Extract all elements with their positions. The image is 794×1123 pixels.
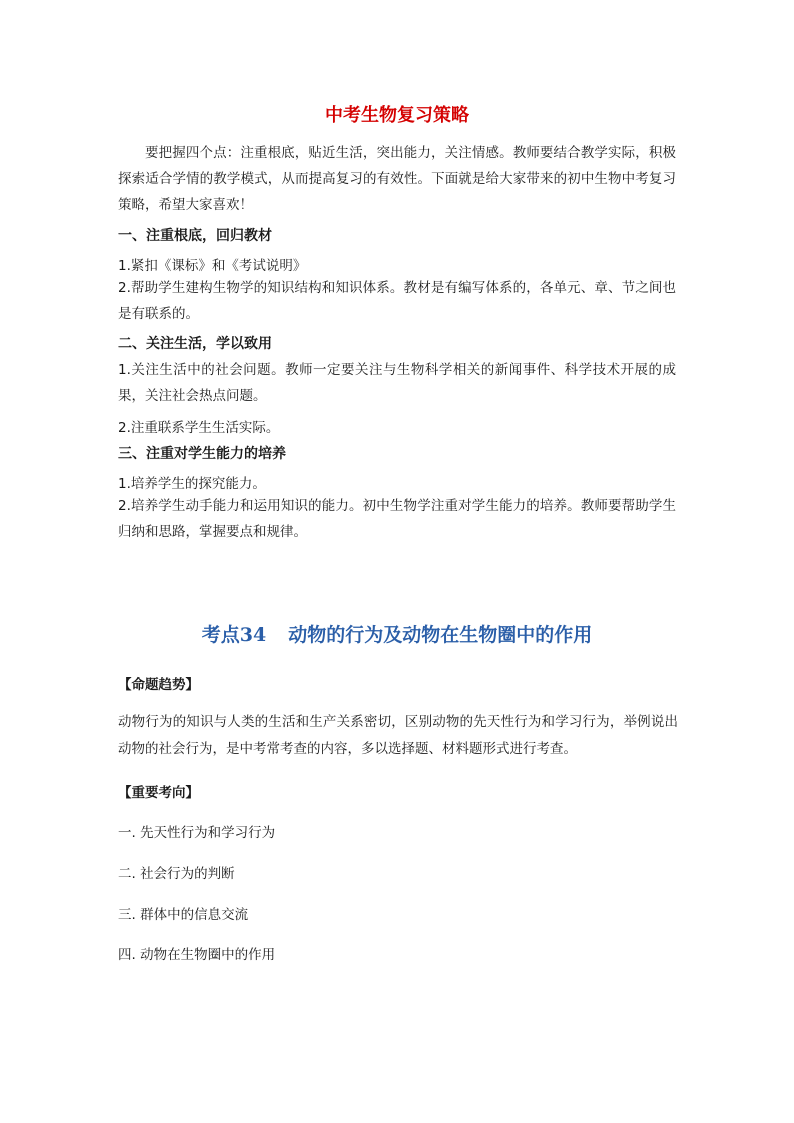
section-3-heading: 三、注重对学生能力的培养 (118, 446, 286, 462)
key-point-4: 四. 动物在生物圈中的作用 (118, 947, 276, 963)
key-point-2: 二. 社会行为的判断 (118, 866, 235, 882)
trend-heading: 【命题趋势】 (118, 677, 199, 693)
section-2-item-2: 2.注重联系学生生活实际。 (118, 420, 280, 436)
strategy-intro: 要把握四个点：注重根底，贴近生活，突出能力，关注情感。教师要结合教学实际，积极探索适合学情的教学模式，从而提高复习的有效性。下面就是给大家带来的初中生物中考复习策略，希望大家喜欢！ (118, 145, 676, 213)
topic-title (0, 620, 794, 647)
strategy-title: 中考生物复习策略 (325, 105, 469, 126)
key-point-1: 一. 先天性行为和学习行为 (118, 825, 276, 841)
section-1-item-2: 2.帮助学生建构生物学的知识结构和知识体系。教材是有编写体系的，各单元、章、节之间也是有联系的。 (118, 280, 676, 322)
trend-text: 动物行为的知识与人类的生活和生产关系密切，区别动物的先天性行为和学习行为，举例说出动物的社会行为，是中考常考查的内容，多以选择题、材料题形式进行考查。 (118, 714, 678, 757)
key-heading: 【重要考向】 (118, 785, 199, 801)
section-1-heading: 一、注重根底，回归教材 (118, 228, 272, 244)
topic-name: 动物的行为及动物在生物圈中的作用 (288, 624, 593, 646)
topic-label: 考点34 (201, 624, 267, 646)
section-3-item-1: 1.培养学生的探究能力。 (118, 476, 266, 492)
section-2-item-1: 1.关注生活中的社会问题。教师一定要关注与生物科学相关的新闻事件、科学技术开展的成果，关注社会热点问题。 (118, 362, 676, 404)
section-3-item-2: 2.培养学生动手能力和运用知识的能力。初中生物学注重对学生能力的培养。教师要帮助学生归纳和思路，掌握要点和规律。 (118, 498, 676, 540)
key-point-3: 三. 群体中的信息交流 (118, 907, 249, 923)
section-1-item-1: 1.紧扣《课标》和《考试说明》 (118, 258, 307, 274)
section-2-heading: 二、关注生活，学以致用 (118, 336, 272, 352)
